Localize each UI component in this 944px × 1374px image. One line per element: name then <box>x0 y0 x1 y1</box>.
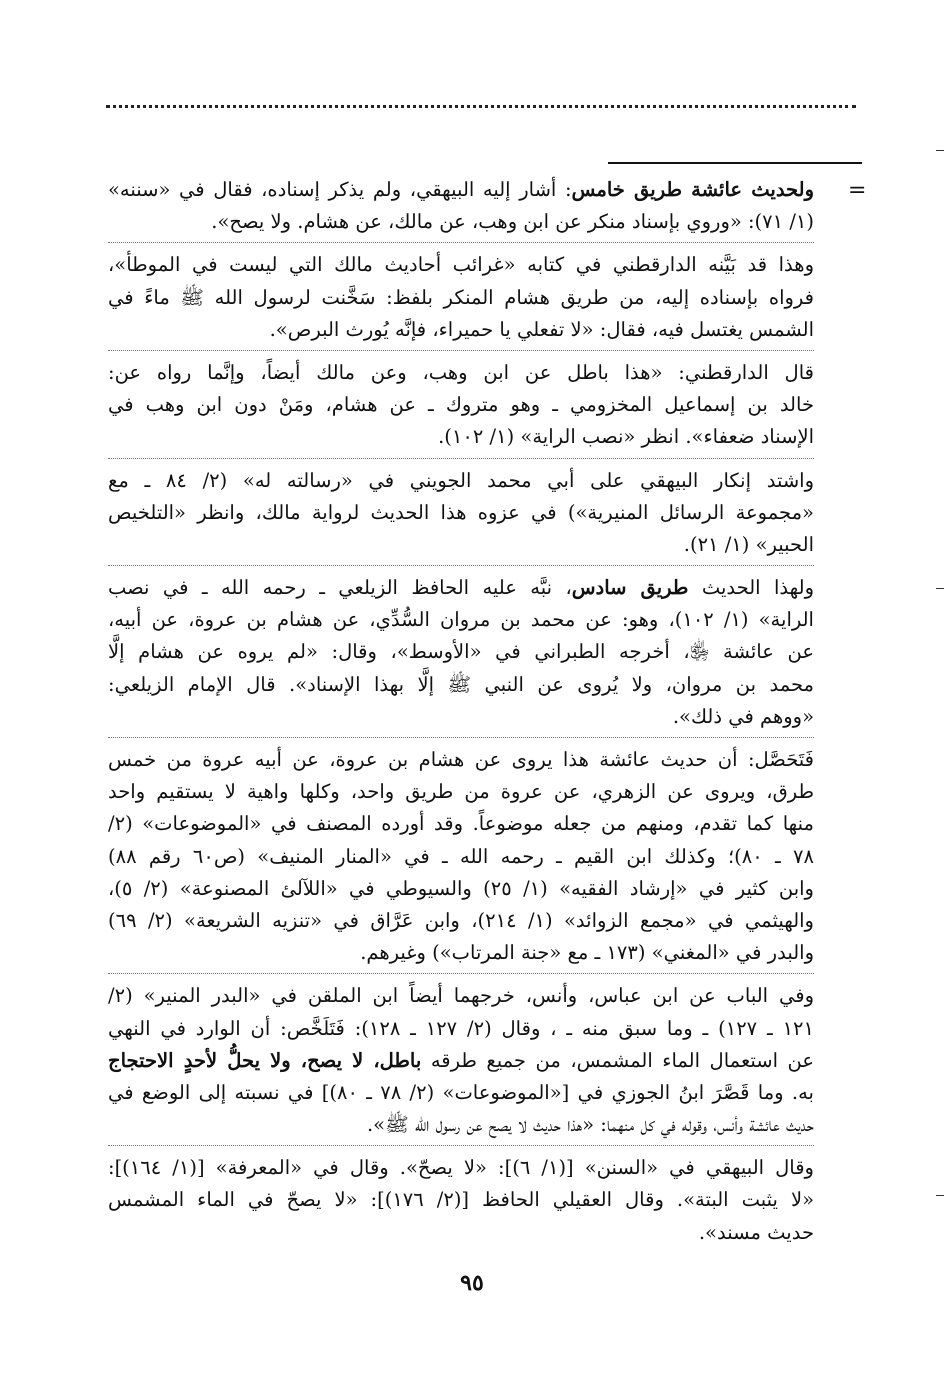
text-line: عن عائشة ﵂، أخرجه الطبراني في «الأوسط»، وقال: «لم يروه عن هشام إلَّا <box>108 640 814 664</box>
text-line: ٧٨ ـ ٨٠)؛ وكذلك ابن القيم ـ رحمه الله ـ في «المنار المنيف» (ص٦٠ رقم ٨٨) <box>108 844 814 868</box>
footnote-paragraph <box>108 980 814 1146</box>
footnote-paragraph <box>108 357 814 459</box>
text-line: ولحديث عائشة طريق خامس: أشار إليه البيهقي، ولم يذكر إسناده، فقال في «سننه» <box>108 178 814 201</box>
text-line: الراية» (١/ ١٠٢)، وهو: عن محمد بن مروان السُّدِّي، عن هشام بن عروة، عن أبيه، <box>108 608 814 632</box>
text-line: والهيثمي في «مجمع الزوائد» (١/ ٢١٤)، وابن عَرَّاق في «تنزيه الشريعة» (٢/ ٦٩) <box>108 908 814 932</box>
text-line: حديث مسند». <box>698 1220 814 1244</box>
text-line: «ووهم في ذلك». <box>672 704 814 728</box>
footnote-paragraph <box>108 249 814 351</box>
text-line: عن استعمال الماء المشمس، من جميع طرقه باطل، لا يصح، ولا يحلُّ لأحدٍ الاحتجاج <box>108 1048 814 1072</box>
text-line: خالد بن إسماعيل المخزومي ـ وهو متروك ـ عن هشام، ومَنْ دون ابن وهب في <box>108 393 814 417</box>
text-line: وابن كثير في «إرشاد الفقيه» (١/ ٢٥) والسيوطي في «اللآلئ المصنوعة» (٢/ ٥)، <box>108 876 814 900</box>
text-line: الحبير» (١/ ٢١). <box>683 532 814 556</box>
text-line: فَتَحَصَّل: أن حديث عائشة هذا يروى عن هشام بن عروة، عن أبيه عروة من خمس <box>108 748 814 771</box>
bold-phrase: طريق سادس <box>571 576 689 600</box>
text-line: حديث عائشة وأنس، وقوله في كل منهما: «هذا حديث لا يصح عن رسول الله ﷺ». <box>366 1113 814 1137</box>
text-line: فرواه بإسناده إليه، من طريق هشام المنكر بلفظ: سَخَّنت لرسول الله ﷺ ماءً في <box>108 285 814 309</box>
page-number: ٩٥ <box>460 1270 484 1296</box>
bold-phrase: باطل، لا يصح، ولا يحلُّ لأحدٍ الاحتجاج <box>108 1048 422 1072</box>
text-line: الإسناد ضعفاء». انظر «نصب الراية» (١/ ١٠٢). <box>438 425 814 449</box>
footnote-paragraph <box>108 465 814 567</box>
margin-tick <box>936 150 944 151</box>
footnote-continuation-mark: = <box>848 178 867 203</box>
margin-tick <box>936 1195 944 1196</box>
text-line: الشمس يغتسل فيه، فقال: «لا تفعلي يا حميراء، فإنَّه يُورث البرص». <box>269 317 814 341</box>
text-line: والبدر في «المغني» (١٧٣ ـ مع «جنة المرتاب») وغيرهم. <box>360 941 814 965</box>
text-line: قال الدارقطني: «هذا باطل عن ابن وهب، وعن مالك أيضاً، وإنَّما رواه عن: <box>108 360 814 384</box>
text-line: واشتد إنكار البيهقي على أبي محمد الجويني في «رسالته له» (٢/ ٨٤ ـ مع <box>108 468 814 492</box>
footnote-paragraph <box>108 174 814 243</box>
text-line: ولهذا الحديث طريق سادس، نبَّه عليه الحافظ الزيلعي ـ رحمه الله ـ في نصب <box>108 576 814 600</box>
text-line: ١٢١ ـ ١٢٧) ـ وما سبق منه ـ ، وقال (٢/ ١٢٧ ـ ١٢٨): فَتَلَخَّص: أن الوارد في النهي <box>108 1016 814 1040</box>
text-line: (١/ ٧١): «وروي بإسناد منكر عن ابن وهب، عن مالك، عن هشام. ولا يصح». <box>211 210 814 234</box>
footnote-separator-rule <box>608 162 862 164</box>
footnote-paragraph <box>108 1152 814 1253</box>
footnote-body <box>108 174 814 1259</box>
text-line: به. وما قَصَّرَ ابنُ الجوزي في [«الموضوعات» (٢/ ٧٨ ـ ٨٠)] في نسبته إلى الوضع في <box>108 1080 814 1104</box>
text-line: محمد بن مروان، ولا يُروى عن النبي ﷺ إلَّا بهذا الإسناد». قال الإمام الزيلعي: <box>108 672 814 696</box>
footnote-paragraph <box>108 572 814 738</box>
text-line: «لا يثبت البتة». وقال العقيلي الحافظ [(٢/ ١٧٦)]: «لا يصحّ في الماء المشمس <box>108 1188 814 1212</box>
bold-phrase: ولحديث عائشة طريق خامس <box>571 178 814 201</box>
margin-tick <box>936 588 944 589</box>
text-line: «مجموعة الرسائل المنيرية») في عزوه هذا الحديث لرواية مالك، وانظر «التلخيص <box>108 500 814 524</box>
text-line: منها كما تقدم، ومنهم من جعله موضوعاً. وقد أورده المصنف في «الموضوعات» (٢/ <box>108 812 814 836</box>
text-line: طرق، ويروى عن الزهري، عن عروة من طريق واحد، وكلها واهية لا يستقيم واحد <box>108 780 814 804</box>
text-line: وفي الباب عن ابن عباس، وأنس، خرجهما أيضاً ابن الملقن في «البدر المنير» (٢/ <box>108 984 814 1008</box>
footnote-paragraph <box>108 744 814 974</box>
text-line: وقال البيهقي في «السنن» [(١/ ٦)]: «لا يصحّ». وقال في «المعرفة» [(١/ ١٦٤)]: <box>108 1156 814 1180</box>
text-line: وهذا قد بَيَّنه الدارقطني في كتابه «غرائب أحاديث مالك التي ليست في الموطأ»، <box>108 253 814 277</box>
header-rule <box>106 105 856 108</box>
